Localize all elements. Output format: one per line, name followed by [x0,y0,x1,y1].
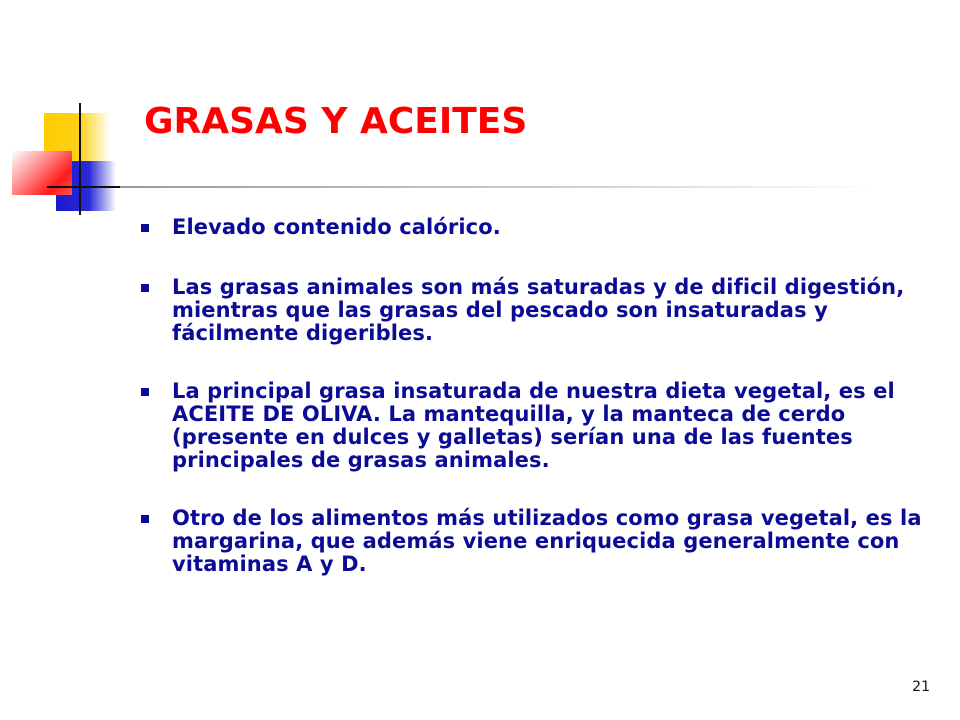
bullet-item [140,507,930,576]
bullet-list [140,216,930,611]
slide-title: GRASAS Y ACEITES [144,101,528,142]
page-number: 21 [912,679,930,695]
square-bullet-icon [141,388,149,396]
bullet-text: La principal grasa insaturada de nuestra dieta vegetal, es el ACEITE DE OLIVA. La mantequilla, y la manteca de cerdo (presente en dulces y galletas) serían una de las fuentes principales de grasas animales. [172,379,895,472]
bullet-item [140,216,930,239]
red-square-shape [12,151,72,195]
title-divider [120,186,880,188]
bullet-item [140,276,930,345]
vertical-line-shape [79,103,81,215]
bullet-text: Elevado contenido calórico. [172,215,501,239]
square-bullet-icon [141,284,149,292]
bullet-item [140,380,930,472]
square-bullet-icon [141,224,149,232]
square-bullet-icon [141,515,149,523]
bullet-text: Las grasas animales son más saturadas y de dificil digestión, mientras que las grasas del pescado son insaturadas y fácilmente digeribles. [172,275,905,345]
bullet-text: Otro de los alimentos más utilizados como grasa vegetal, es la margarina, que además viene enriquecida generalmente con vitaminas A y D. [172,506,922,576]
decorative-logo [0,95,140,225]
horizontal-line-shape [47,186,120,188]
